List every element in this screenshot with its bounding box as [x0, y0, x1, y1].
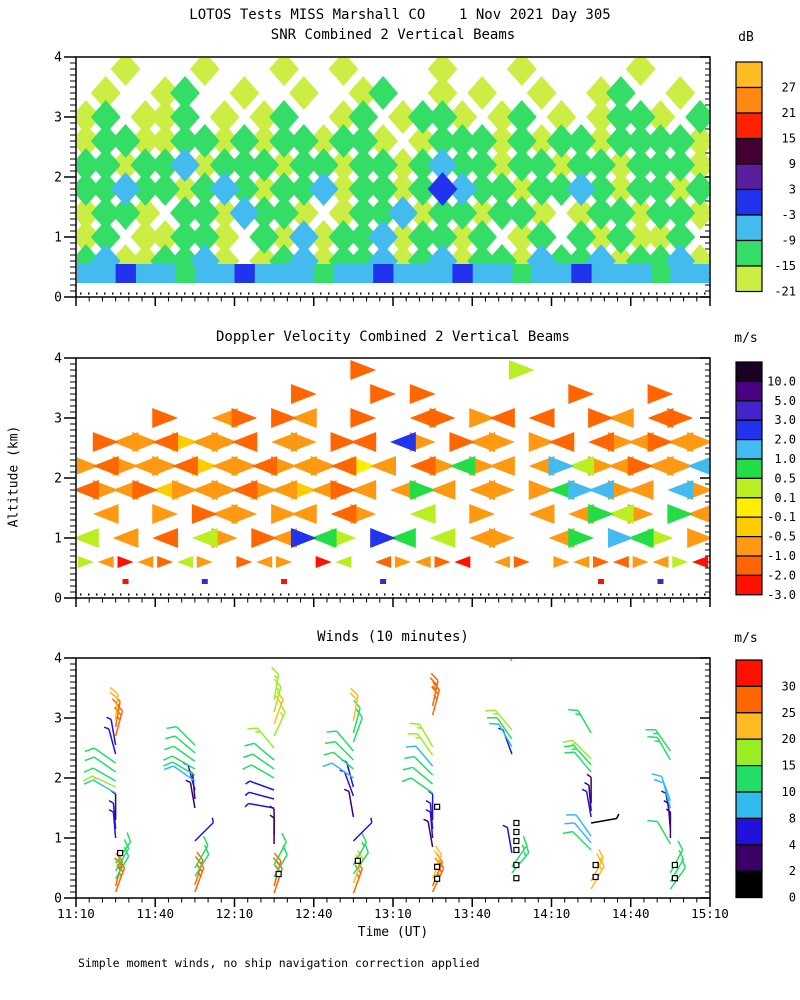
svg-text:30: 30 — [781, 679, 796, 694]
svg-text:13:40: 13:40 — [453, 906, 492, 921]
svg-text:-3.0: -3.0 — [767, 587, 796, 602]
svg-text:12:10: 12:10 — [215, 906, 254, 921]
svg-text:-9: -9 — [781, 233, 796, 248]
svg-text:2.0: 2.0 — [774, 432, 796, 447]
svg-text:-2.0: -2.0 — [767, 568, 796, 583]
svg-text:2: 2 — [788, 864, 796, 879]
panel2-title: Doppler Velocity Combined 2 Vertical Beams — [215, 329, 570, 345]
svg-text:14:40: 14:40 — [611, 906, 650, 921]
svg-text:13:10: 13:10 — [374, 906, 412, 921]
svg-text:-3: -3 — [781, 208, 796, 222]
figure-title: LOTOS Tests MISS Marshall CO 1 Nov 2021 Day 305 — [189, 7, 611, 23]
panel2-heatmap — [73, 360, 713, 584]
svg-text:14:10: 14:10 — [532, 906, 571, 921]
colorbar3-unit-label: m/s — [734, 631, 758, 646]
svg-text:4: 4 — [54, 50, 62, 66]
svg-text:2: 2 — [54, 771, 62, 787]
y-axis-label: Altitude (km) — [6, 425, 22, 528]
svg-text:0.1: 0.1 — [774, 490, 796, 505]
svg-text:27: 27 — [781, 80, 796, 95]
colorbar2 — [736, 362, 796, 602]
svg-text:4: 4 — [788, 837, 796, 852]
svg-text:20: 20 — [781, 732, 796, 747]
svg-text:15: 15 — [781, 758, 796, 773]
svg-text:-0.5: -0.5 — [767, 529, 796, 544]
svg-text:9: 9 — [788, 157, 796, 171]
svg-text:0: 0 — [54, 290, 62, 306]
svg-text:1: 1 — [54, 831, 62, 847]
svg-text:3.0: 3.0 — [774, 413, 796, 428]
panel3-windbarbs — [83, 638, 685, 894]
svg-text:1.0: 1.0 — [774, 452, 796, 466]
svg-text:5.0: 5.0 — [774, 393, 796, 408]
svg-text:11:40: 11:40 — [136, 906, 175, 921]
svg-text:10: 10 — [781, 785, 796, 799]
svg-text:0: 0 — [54, 591, 62, 607]
svg-text:0.5: 0.5 — [774, 471, 796, 486]
svg-text:25: 25 — [781, 705, 796, 720]
colorbar1-unit-label: dB — [738, 30, 754, 45]
colorbar1 — [736, 62, 796, 299]
panel1-heatmap — [71, 52, 715, 283]
x-axis-label: Time (UT) — [357, 925, 429, 940]
panel3-axes — [54, 652, 710, 908]
svg-text:2: 2 — [54, 170, 62, 186]
svg-text:15: 15 — [781, 131, 796, 146]
svg-text:3: 3 — [788, 182, 796, 197]
svg-text:3: 3 — [54, 711, 62, 727]
svg-text:8: 8 — [788, 811, 796, 826]
svg-text:10.0: 10.0 — [767, 374, 796, 389]
panel1-title: SNR Combined 2 Vertical Beams — [270, 27, 516, 43]
svg-text:11:10: 11:10 — [57, 906, 95, 921]
svg-text:15:10: 15:10 — [691, 906, 729, 921]
svg-text:3: 3 — [54, 110, 62, 126]
svg-text:-0.1: -0.1 — [767, 510, 796, 525]
svg-text:4: 4 — [54, 351, 62, 367]
svg-text:1: 1 — [54, 230, 62, 246]
svg-text:3: 3 — [54, 411, 62, 427]
panel3-title: Winds (10 minutes) — [317, 629, 469, 645]
svg-text:-15: -15 — [774, 259, 796, 273]
svg-text:-21: -21 — [774, 284, 796, 299]
svg-text:12:40: 12:40 — [294, 906, 333, 921]
svg-text:0: 0 — [788, 890, 796, 905]
colorbar3 — [736, 660, 796, 905]
svg-text:1: 1 — [54, 531, 62, 547]
svg-text:4: 4 — [54, 651, 62, 667]
svg-text:0: 0 — [54, 891, 62, 907]
colorbar2-unit-label: m/s — [734, 331, 758, 346]
svg-text:21: 21 — [781, 106, 796, 120]
svg-text:2: 2 — [54, 471, 62, 487]
svg-text:-1.0: -1.0 — [767, 549, 796, 563]
footnote: Simple moment winds, no ship navigation correction applied — [78, 956, 480, 970]
